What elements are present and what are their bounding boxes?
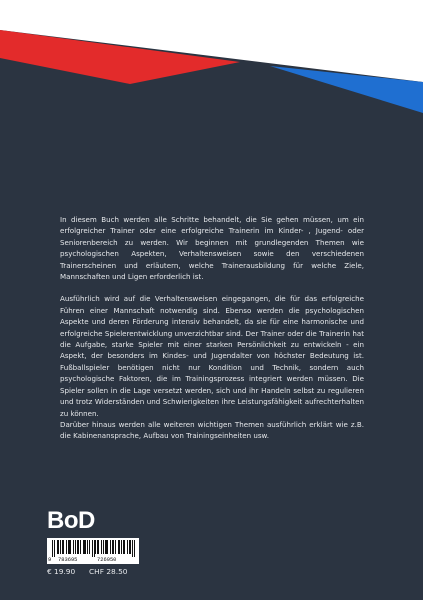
barcode-bar	[83, 540, 84, 554]
bod-publisher-logo: BoD	[47, 507, 95, 534]
barcode-bar	[57, 540, 58, 554]
barcode-bar	[62, 540, 63, 554]
barcode-digit-lead: 9	[48, 557, 52, 563]
barcode-bar	[119, 540, 120, 554]
barcode-bar	[60, 540, 61, 554]
barcode-bar	[52, 540, 53, 557]
barcode-bar	[124, 540, 125, 554]
barcode-bar	[115, 540, 116, 554]
barcode-bar	[112, 540, 113, 554]
barcode-bars	[52, 540, 136, 557]
barcode-bar	[110, 540, 111, 554]
barcode-bar	[84, 540, 85, 554]
barcode-bar	[89, 540, 90, 554]
barcode-digit-group-1: 783695	[58, 557, 78, 563]
price-chf: CHF 28.50	[89, 567, 128, 576]
barcode-bar	[132, 540, 133, 557]
barcode-bar	[107, 540, 108, 554]
barcode-bar	[97, 540, 98, 554]
barcode-bar	[70, 540, 71, 554]
blurb-paragraph-2: Ausführlich wird auf die Verhaltensweisen eingegangen, die für das erfolgreiche Führen einer Mannschaft notwendig sind. Ebenso werden die psychologischen Aspekte und deren Förderung intensiv behandelt, da sie für eine harmonische und erfolgreiche Spielerentwicklung unverzichtbar sind. Der Trainer oder die Trainerin hat die Aufgabe, starke Spieler mit einer starken Persönlichkeit zu entwickeln - ein Aspekt, der besonders im Kindes- und Jugendalter von höchster Bedeutung ist. Fußballspieler benötigen nicht nur Kondition und Technik, sondern auch psychologische Faktoren, die im Trainingsprozess integriert werden müssen. Die Spieler sollen in die Lage versetzt werden, sich und ihr Handeln selbst zu regulieren und trotz Widerständen und Schwierigkeiten ihre Leistungsfähigkeit aufrechterhalten zu können.	[60, 294, 364, 418]
barcode-digit-group-2: 726950	[97, 557, 117, 563]
blurb-text	[60, 214, 364, 442]
barcode-bar	[106, 540, 107, 554]
barcode-bar	[118, 540, 119, 554]
barcode-bar	[130, 540, 131, 554]
blurb-paragraph-1: In diesem Buch werden alle Schritte behandelt, die Sie gehen müssen, um ein erfolgreicher Trainer oder eine erfolgreiche Trainerin im Kinder- , Jugend- oder Seniorenbereich zu werden. Wir beginnen mit grundlegenden Themen wie psychologischen Aspekten, Verhaltensweisen sowie den verschiedenen Trainerscheinen und erläutern, welche Trainerausbildung für welche Ziele, Mannschaften und Ligen erforderlich ist.	[60, 215, 364, 282]
barcode-bar	[134, 540, 135, 557]
barcode-bar	[68, 540, 69, 554]
barcode-bar	[75, 540, 76, 554]
barcode-bar	[92, 540, 93, 557]
barcode-bar	[85, 540, 86, 554]
barcode-bar	[77, 540, 78, 554]
barcode-bar	[98, 540, 99, 554]
barcode-bar	[113, 540, 114, 554]
barcode-bar	[129, 540, 130, 554]
barcode-bar	[66, 540, 67, 554]
barcode-bar	[54, 540, 55, 557]
barcode-bar	[101, 540, 102, 554]
barcode-bar	[103, 540, 104, 554]
barcode-bar	[127, 540, 128, 554]
tricolor-band	[0, 0, 423, 115]
price-eur: € 19.90	[47, 567, 76, 576]
barcode-bar	[78, 540, 79, 554]
barcode-bar	[69, 540, 70, 554]
barcode-bar	[94, 540, 95, 557]
barcode-bar	[95, 540, 96, 554]
barcode-bar	[87, 540, 88, 554]
barcode-bar	[123, 540, 124, 554]
barcode-bar	[63, 540, 64, 554]
barcode-bar	[73, 540, 74, 554]
barcode-bar	[105, 540, 106, 554]
isbn-barcode	[47, 538, 139, 564]
barcode-bar	[121, 540, 122, 554]
barcode-bar	[58, 540, 59, 554]
barcode-bar	[80, 540, 81, 554]
price-row	[47, 567, 139, 577]
blurb-paragraph-3: Darüber hinaus werden alle weiteren wichtigen Themen ausführlich erklärt wie z.B. die Kabinenansprache, Aufbau von Trainingseinheiten usw.	[60, 419, 364, 441]
